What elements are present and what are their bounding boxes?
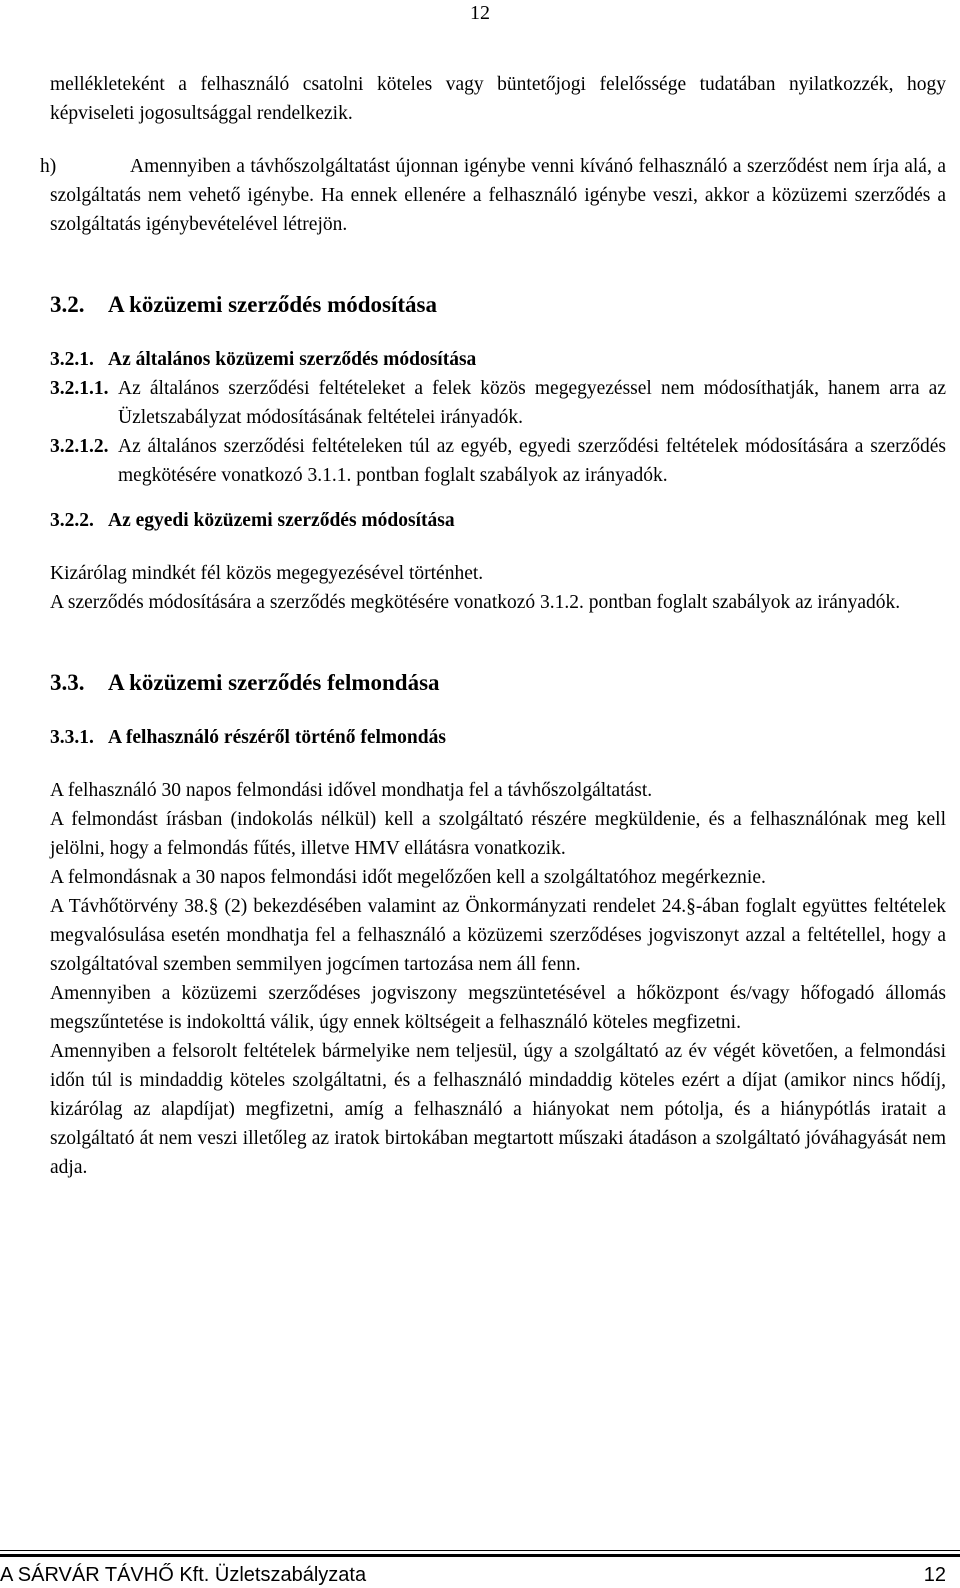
subsection-heading-3-2-2 <box>50 506 946 535</box>
subsection-heading-3-2-1 <box>50 345 946 374</box>
section-title: A közüzemi szerződés módosítása <box>108 292 437 317</box>
footer-page-number: 12 <box>923 1564 946 1586</box>
footer-title: A SÁRVÁR TÁVHŐ Kft. Üzletszabályzata <box>0 1564 367 1586</box>
paragraph: A felmondást írásban (indokolás nélkül) kell a szolgáltató részére megküldenie, és a felhasználónak meg kell jelölni, hogy a felmondás fűtés, illetve HMV ellátásra vonatkozik. <box>50 809 946 859</box>
subsection-heading-3-3-1 <box>50 723 946 752</box>
clause-3-2-1-2 <box>50 432 946 490</box>
list-item-h <box>40 152 946 239</box>
clause-number: 3.2.1.1. <box>50 378 109 399</box>
paragraph: Amennyiben a közüzemi szerződéses jogviszony megszüntetésével a hőközpont és/vagy hőfogadó állomás megszűntetése is indokolttá válik, úgy ennek költségeit a felhasználó köteles megfizetni. <box>50 983 946 1033</box>
intro-paragraph: mellékleteként a felhasználó csatolni köteles vagy büntetőjogi felelőssége tudatában nyilatkozzék, hogy képviseleti jogosultsággal rendelkezik. <box>50 74 946 124</box>
section-heading-3-2 <box>50 289 946 321</box>
subsection-title: Az egyedi közüzemi szerződés módosítása <box>108 510 455 531</box>
section-title: A közüzemi szerződés felmondása <box>108 670 440 695</box>
section-number: 3.3. <box>50 670 85 695</box>
subsection-number: 3.2.2. <box>50 510 94 531</box>
section-number: 3.2. <box>50 292 85 317</box>
subsection-number: 3.3.1. <box>50 727 94 748</box>
subsection-title: A felhasználó részéről történő felmondás <box>108 727 446 748</box>
list-item-label: h) <box>40 156 57 177</box>
paragraph: A felmondásnak a 30 napos felmondási időt megelőzően kell a szolgáltatóhoz megérkeznie. <box>50 867 766 888</box>
section-heading-3-3 <box>50 667 946 699</box>
subsection-number: 3.2.1. <box>50 349 94 370</box>
paragraph: Kizárólag mindkét fél közös megegyezésével történhet. <box>50 563 484 584</box>
paragraph: A felhasználó 30 napos felmondási idővel mondhatja fel a távhőszolgáltatást. <box>50 780 653 801</box>
paragraph: Amennyiben a felsorolt feltételek bármelyike nem teljesül, úgy a szolgáltató az év végét követően, a felmondási időn túl is mindaddig köteles szolgáltatni, és a felhasználó mindaddig köteles ezért a díjat (amikor nincs hődíj, kizárólag az alapdíjat) megfizetni, amíg a felhasználó a hiányokat nem pótolja, és a hiánypótlás iratait a szolgáltató át nem veszi illetőleg az iratok birtokában megtartott műszaki átadáson a szolgáltató jóváhagyását nem adja. <box>50 1041 946 1178</box>
clause-3-2-1-1 <box>50 374 946 432</box>
footer-divider-thick <box>0 1554 960 1557</box>
clause-text: Az általános szerződési feltételeken túl az egyéb, egyedi szerződési feltételek módosítására a szerződés megkötésére vonatkozó 3.1.1. pontban foglalt szabályok az irányadók. <box>118 436 946 486</box>
page-number: 12 <box>470 2 490 24</box>
clause-number: 3.2.1.2. <box>50 436 109 457</box>
paragraph: A Távhőtörvény 38.§ (2) bekezdésében valamint az Önkormányzati rendelet 24.§-ában foglalt együttes feltételek megvalósulása esetén mondhatja fel a felhasználó a közüzemi szerződéses jogviszonyt azzal a feltétellel, hogy a szolgáltatóval szemben semmilyen jogcímen tartozása nem áll fenn. <box>50 896 946 975</box>
clause-text: Az általános szerződési feltételeket a felek közös megegyezéssel nem módosíthatják, hanem arra az Üzletszabályzat módosításának feltételei irányadók. <box>118 378 946 428</box>
subsection-title: Az általános közüzemi szerződés módosítása <box>108 349 477 370</box>
list-item-text: Amennyiben a távhőszolgáltatást újonnan igénybe venni kívánó felhasználó a szerződést nem írja alá, a szolgáltatás nem vehető igénybe. Ha ennek ellenére a felhasználó igénybe veszi, akkor a közüzemi szerződés a szolgáltatás igénybevételével létrejön. <box>50 156 946 235</box>
footer-divider-thin <box>0 1550 960 1551</box>
page-content <box>40 70 946 1182</box>
paragraph: A szerződés módosítására a szerződés megkötésére vonatkozó 3.1.2. pontban foglalt szabályok az irányadók. <box>50 592 901 613</box>
